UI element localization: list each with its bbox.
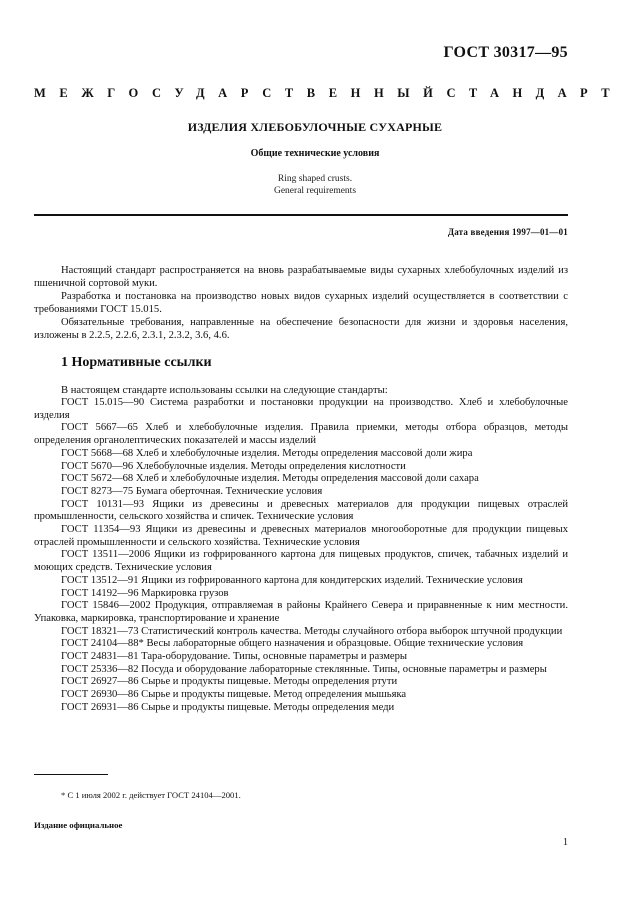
document-title: ИЗДЕЛИЯ ХЛЕБОБУЛОЧНЫЕ СУХАРНЫЕ: [187, 120, 443, 134]
effective-date: Дата введения 1997—01—01: [447, 227, 568, 237]
page-number: 1: [563, 837, 568, 848]
standard-banner: [34, 86, 623, 101]
reference-item: ГОСТ 5672—68 Хлеб и хлебобулочные изделия. Методы определения массовой доли сахара: [61, 473, 479, 485]
footnote-divider: [34, 774, 108, 775]
official-edition-label: Издание официальное: [34, 820, 123, 830]
header-divider: [34, 214, 568, 216]
intro-paragraph: Обязательные требования, направленные на обеспечение безопасности для жизни и здоровья населения, изложены в 2.2.5, 2.2.6, 2.3.1, 2.3.2, 3.6, 4.6.: [34, 317, 568, 341]
banner-standard: СТАНДАРТ: [446, 86, 623, 100]
section-intro: В настоящем стандарте использованы ссылки на следующие стандарты:: [61, 385, 388, 396]
reference-item: ГОСТ 11354—93 Ящики из древесины и древесных материалов многооборотные для продукции пищевых отраслей промышленности и сельского хозяйства. Технические условия: [34, 524, 568, 548]
reference-item: ГОСТ 25336—82 Посуда и оборудование лабораторные стеклянные. Типы, основные параметры и размеры: [61, 663, 547, 675]
reference-item: ГОСТ 24831—81 Тара-оборудование. Типы, основные параметры и размеры: [61, 651, 408, 663]
reference-item: ГОСТ 8273—75 Бумага оберточная. Технические условия: [61, 485, 323, 497]
intro-paragraph: Разработка и постановка на производство новых видов сухарных изделий осуществляется в соответствии с требованиями ГОСТ 15.015.: [34, 291, 568, 315]
reference-item: ГОСТ 26930—86 Сырье и продукты пищевые. Метод определения мышьяка: [61, 689, 407, 701]
english-title-line-1: Ring shaped crusts.: [277, 174, 353, 184]
english-title-line-2: General requirements: [273, 186, 357, 196]
reference-item: ГОСТ 5667—65 Хлеб и хлебобулочные изделия. Правила приемки, методы отбора образцов, методы определения органолептических показателей и массы изделий: [34, 422, 568, 447]
reference-item: ГОСТ 18321—73 Статистический контроль качества. Методы случайного отбора выборок штучной продукции: [61, 625, 563, 637]
section-heading: 1 Нормативные ссылки: [61, 355, 212, 370]
reference-item: ГОСТ 26931—86 Сырье и продукты пищевые. Методы определения меди: [61, 701, 395, 713]
reference-item: ГОСТ 15.015—90 Система разработки и постановки продукции на производство. Хлеб и хлебобулочные изделия: [34, 397, 568, 421]
reference-item: ГОСТ 14192—96 Маркировка грузов: [61, 587, 229, 599]
intro-paragraph: Настоящий стандарт распространяется на вновь разрабатываемые виды сухарных хлебобулочных изделий из пшеничной сортовой муки.: [34, 265, 568, 289]
reference-item: ГОСТ 13512—91 Ящики из гофрированного картона для кондитерских изделий. Технические условия: [61, 574, 523, 586]
reference-item: ГОСТ 26927—86 Сырье и продукты пищевые. Методы определения ртути: [61, 676, 398, 688]
document-subtitle: Общие технические условия: [250, 148, 380, 159]
reference-item: ГОСТ 10131—93 Ящики из древесины и древесных материалов для продукции пищевых отраслей промышленности, сельского хозяйства и спичек. Технические условия: [34, 498, 568, 523]
reference-item: ГОСТ 5670—96 Хлебобулочные изделия. Методы определения кислотности: [61, 460, 406, 472]
standard-number: ГОСТ 30317—95: [443, 44, 568, 61]
banner-interstate: МЕЖГОСУДАРСТВЕННЫЙ: [34, 86, 447, 100]
reference-item: ГОСТ 13511—2006 Ящики из гофрированного картона для пищевых продуктов, спичек, табачных изделий и моющих средств. Технические условия: [34, 549, 568, 574]
reference-item: ГОСТ 24104—88* Весы лабораторные общего назначения и образцовые. Общие технические условия: [61, 638, 524, 650]
normative-references-list: [34, 397, 568, 715]
footnote: * С 1 июля 2002 г. действует ГОСТ 24104—2001.: [61, 790, 241, 800]
reference-item: ГОСТ 15846—2002 Продукция, отправляемая в районы Крайнего Севера и приравненные к ним местности. Упаковка, маркировка, транспортирование и хранение: [34, 600, 568, 624]
reference-item: ГОСТ 5668—68 Хлеб и хлебобулочные изделия. Методы определения массовой доли жира: [61, 447, 473, 459]
